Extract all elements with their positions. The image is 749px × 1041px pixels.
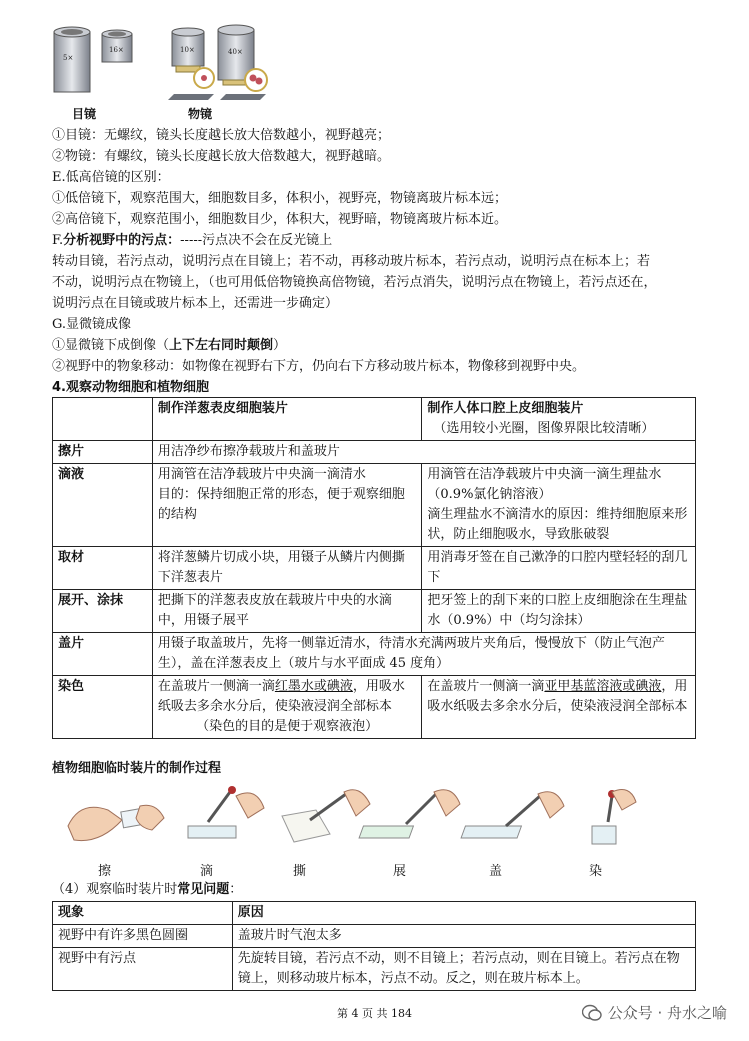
text-line: ②物镜：有螺纹，镜头长度越长放大倍数越大，视野越暗。 <box>52 149 391 164</box>
problems-title <box>52 880 242 900</box>
table-header-sub: （选用较小光圈，图像界限比较清晰） <box>433 421 655 436</box>
text-span: 分析视野中的污点： <box>63 233 181 248</box>
text-line: ②高倍镜下，观察范围小，细胞数目少，体积大，视野暗，物镜离玻片标本近。 <box>52 212 508 227</box>
step-label: 擦 <box>98 864 112 879</box>
table-cell: 把撕下的洋葱表皮放在载玻片中央的水滴中，用镊子展平 <box>152 590 422 633</box>
objective-label: 物镜 <box>188 107 213 121</box>
text-line <box>52 336 286 356</box>
watermark-text: 公众号 · 舟水之喻 <box>607 1004 727 1022</box>
table-cell: 先旋转目镜，若污点不动，则不目镜上；若污点动，则在目镜上。若污点在物镜上，则移动玻片标本，污点不动。反之，则在玻片标本上。 <box>232 948 695 991</box>
process-title: 植物细胞临时装片的制作过程 <box>52 761 222 776</box>
cell-preparation-table <box>52 397 696 739</box>
problems-table <box>52 901 696 991</box>
text-span: ①显微镜下成倒像（ <box>52 338 170 353</box>
table-header-title: 制作人体口腔上皮细胞装片 <box>427 401 584 416</box>
table-cell: 将洋葱鳞片切成小块，用镊子从鳞片内侧撕下洋葱表片 <box>152 547 422 590</box>
tear-step-image <box>282 790 370 842</box>
eyepiece-16x <box>102 30 132 62</box>
drop-step-image <box>188 786 264 838</box>
table-cell: 盖玻片时气泡太多 <box>232 925 695 948</box>
stain-step-image <box>592 790 636 844</box>
spread-step-image <box>359 790 460 838</box>
text-span: 上下左右同时颠倒 <box>169 338 274 353</box>
table-row <box>53 948 696 991</box>
text-line: G.显微镜成像 <box>52 317 132 332</box>
table-row <box>53 590 696 633</box>
table-row <box>53 441 696 464</box>
table-cell: 视野中有污点 <box>53 948 233 991</box>
watermark <box>582 1002 727 1023</box>
text-span: （4）观察临时装片时 <box>52 882 178 897</box>
step-label: 撕 <box>293 864 307 879</box>
text-span: 在盖玻片一侧滴一滴 <box>157 679 275 694</box>
objective-40x <box>218 25 267 91</box>
table-row <box>53 902 696 925</box>
text-line: E.低高倍镜的区别： <box>52 170 170 185</box>
text-span: 红墨水或碘液 <box>274 679 353 694</box>
cell-text: 滴生理盐水不滴清水的原因：维持细胞原来形状，防止细胞吸水，导致胀破裂 <box>427 507 688 542</box>
step-label: 展 <box>393 864 407 879</box>
cover-step-image <box>461 792 564 838</box>
text-span: -----污点决不会在反光镜上 <box>180 233 333 248</box>
svg-text:16×: 16× <box>109 46 124 54</box>
table-cell <box>152 464 422 547</box>
glass-slides <box>168 94 266 100</box>
eyepiece-5x <box>54 27 90 92</box>
table-header: 现象 <box>53 902 233 925</box>
section-heading-f <box>52 231 332 251</box>
row-label: 擦片 <box>53 441 153 464</box>
text-span: F. <box>52 233 64 248</box>
text-span: ，用吸水纸吸去多余水分后，使染液浸润全部标本 <box>427 679 688 714</box>
table-row <box>53 676 696 739</box>
step-label: 染 <box>589 864 603 879</box>
eyepiece-label: 目镜 <box>72 107 97 121</box>
process-illustration <box>60 786 660 852</box>
text-line: 不动，说明污点在物镜上，（也可用低倍物镜换高倍物镜，若污点消失，说明污点在物镜上，若污点还在， <box>52 275 657 290</box>
step-label: 盖 <box>489 864 503 879</box>
page-footer: 第 4 页 共 184 <box>337 1007 412 1020</box>
lens-illustration <box>48 20 288 108</box>
table-cell: 视野中有许多黑色圆圈 <box>53 925 233 948</box>
text-span: ，用吸水纸吸去多余水分后，使染液浸润全部标本 <box>157 679 405 714</box>
text-line: 说明污点在目镜或玻片标本上，还需进一步确定） <box>52 296 339 311</box>
cell-text: （染色的目的是便于观察液泡） <box>196 719 379 734</box>
table-row <box>53 398 696 441</box>
table-cell: 用镊子取盖玻片，先将一侧靠近清水，待清水充满两玻片夹角后，慢慢放下（防止气泡产生），盖在洋葱表皮上（玻片与水平面成 45 度角） <box>152 633 695 676</box>
svg-text:10×: 10× <box>180 46 195 54</box>
table-cell: 用洁净纱布擦净载玻片和盖玻片 <box>152 441 695 464</box>
objective-10x <box>172 28 214 88</box>
row-label: 盖片 <box>53 633 153 676</box>
cell-text: 目的：保持细胞正常的形态，便于观察细胞的结构 <box>157 487 405 522</box>
table-row <box>53 464 696 547</box>
row-label: 展开、涂抹 <box>53 590 153 633</box>
wipe-step-image <box>68 805 164 840</box>
text-line: ①目镜：无螺纹，镜头长度越长放大倍数越小，视野越亮； <box>52 128 391 143</box>
table-header: 原因 <box>232 902 695 925</box>
text-span: ： <box>229 882 243 897</box>
table-cell <box>422 464 696 547</box>
text-span: 在盖玻片一侧滴一滴 <box>427 679 545 694</box>
text-line: ①低倍镜下，观察范围大，细胞数目多，体积小，视野亮，物镜离玻片标本远； <box>52 191 508 206</box>
wechat-icon <box>582 1004 602 1022</box>
table-row <box>53 925 696 948</box>
table-cell: 用消毒牙签在自己漱净的口腔内壁轻轻的刮几下 <box>422 547 696 590</box>
row-label: 取材 <box>53 547 153 590</box>
text-line: 转动目镜，若污点动，说明污点在目镜上；若不动，再移动玻片标本，若污点动，说明污点在标本上；若 <box>52 254 651 269</box>
table-row <box>53 547 696 590</box>
section-heading-4: 4.观察动物细胞和植物细胞 <box>52 380 209 395</box>
table-cell: 把牙签上的刮下来的口腔上皮细胞涂在生理盐水（0.9%）中（均匀涂抹） <box>422 590 696 633</box>
table-header: 制作洋葱表皮细胞装片 <box>152 398 422 441</box>
svg-text:5×: 5× <box>63 54 74 62</box>
table-cell <box>53 398 153 441</box>
row-label: 滴液 <box>53 464 153 547</box>
table-cell <box>152 676 422 739</box>
cell-text: 用滴管在洁净载玻片中央滴一滴生理盐水（0.9%氯化钠溶液） <box>427 467 662 502</box>
text-span: 常见问题 <box>177 882 230 897</box>
step-label: 滴 <box>200 864 214 879</box>
text-line: ②视野中的物象移动：如物像在视野右下方，仍向右下方移动玻片标本，物像移到视野中央。 <box>52 359 586 374</box>
text-span: ） <box>273 338 287 353</box>
text-span: 亚甲基蓝溶液或碘液 <box>544 679 662 694</box>
svg-text:40×: 40× <box>228 48 243 56</box>
table-header <box>422 398 696 441</box>
table-row <box>53 633 696 676</box>
row-label: 染色 <box>53 676 153 739</box>
table-cell <box>422 676 696 739</box>
cell-text: 用滴管在洁净载玻片中央滴一滴清水 <box>157 467 366 482</box>
